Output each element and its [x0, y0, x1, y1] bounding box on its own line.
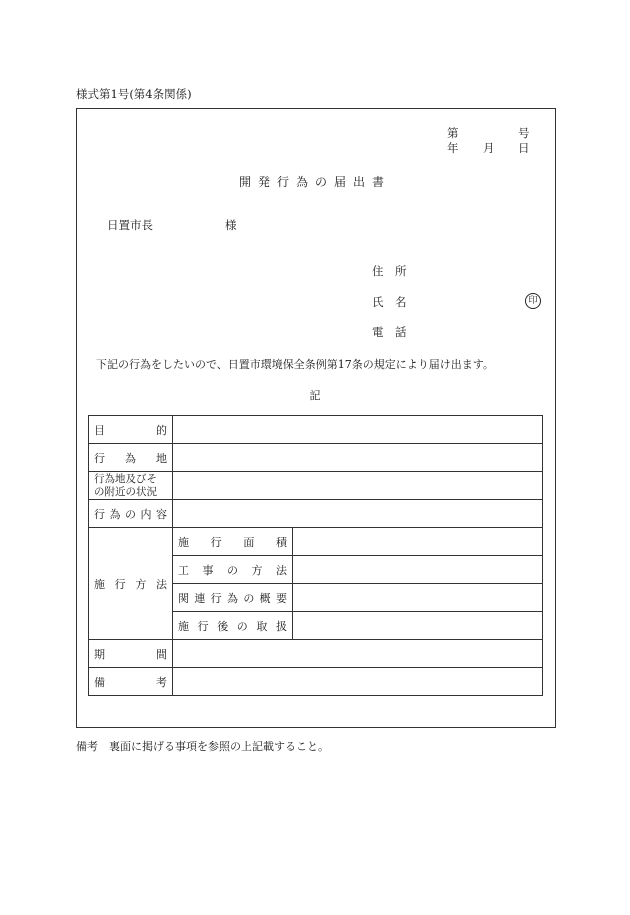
surroundings-label: 行為地及びそ の附近の状況	[89, 472, 173, 500]
date-year: 年	[447, 141, 459, 155]
method-related-label: 関 連 行 為 の 概 要	[173, 584, 293, 612]
table-row	[89, 500, 543, 528]
site-field[interactable]	[173, 444, 543, 472]
purpose-field[interactable]	[173, 416, 543, 444]
method-related-field[interactable]	[293, 584, 543, 612]
applicant-address-label: 住 所	[372, 264, 407, 278]
table-row	[89, 472, 543, 500]
period-field[interactable]	[173, 640, 543, 668]
date-month: 月	[483, 141, 495, 155]
table-row	[89, 416, 543, 444]
remarks-label: 備 考	[89, 668, 173, 696]
table-row	[89, 444, 543, 472]
number-suffix: 号	[518, 126, 530, 140]
remarks-field[interactable]	[173, 668, 543, 696]
surroundings-field[interactable]	[173, 472, 543, 500]
declaration-text: 下記の行為をしたいので、日置市環境保全条例第17条の規定により届け出ます。	[96, 358, 494, 371]
applicant-name-label: 氏 名	[372, 295, 407, 309]
content-field[interactable]	[173, 500, 543, 528]
seal-mark: 印	[525, 293, 541, 309]
method-work-field[interactable]	[293, 556, 543, 584]
addressee-name: 日置市長	[107, 218, 153, 232]
number-prefix: 第	[447, 126, 459, 140]
purpose-label: 目 的	[89, 416, 173, 444]
notification-table	[88, 415, 543, 696]
document-title: 開発行為の届出書	[238, 175, 391, 189]
method-label: 施 行 方 法	[89, 528, 173, 640]
method-work-label: 工 事 の 方 法	[173, 556, 293, 584]
site-label: 行 為 地	[89, 444, 173, 472]
method-after-label: 施 行 後 の 取 扱	[173, 612, 293, 640]
footnote: 備考 裏面に掲げる事項を参照の上記載すること。	[76, 740, 329, 753]
method-area-label: 施 行 面 積	[173, 528, 293, 556]
method-area-field[interactable]	[293, 528, 543, 556]
ki-marker: 記	[309, 389, 321, 402]
applicant-phone-label: 電 話	[372, 325, 407, 339]
addressee-honorific: 様	[225, 218, 237, 232]
date-day: 日	[518, 141, 530, 155]
method-after-field[interactable]	[293, 612, 543, 640]
content-label: 行 為 の 内 容	[89, 500, 173, 528]
table-row	[89, 668, 543, 696]
period-label: 期 間	[89, 640, 173, 668]
table-row	[89, 528, 543, 556]
form-number-label: 様式第1号(第4条関係)	[76, 87, 192, 101]
table-row	[89, 640, 543, 668]
